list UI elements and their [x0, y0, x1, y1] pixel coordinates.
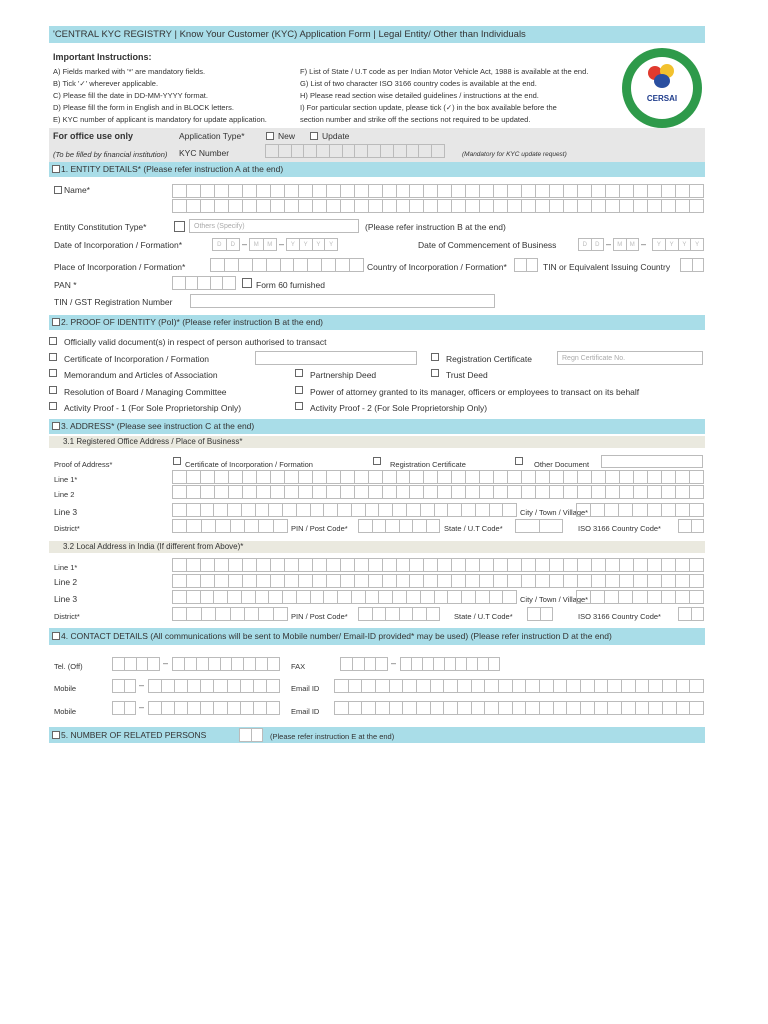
- iso-label: ISO 3166 Country Code*: [578, 524, 661, 533]
- country-inc-label: Country of Incorporation / Formation*: [367, 262, 507, 272]
- coi-input[interactable]: [255, 351, 417, 365]
- instruction-c: C) Please fill the date in DD-MM-YYYY format.: [53, 91, 208, 100]
- address1-line2-input[interactable]: [172, 485, 704, 499]
- form60-checkbox[interactable]: [242, 278, 252, 288]
- isob-label: ISO 3166 Country Code*: [578, 612, 661, 621]
- section5-note: (Please refer instruction E at the end): [270, 732, 395, 741]
- address2-pin-input[interactable]: [358, 607, 440, 621]
- country-inc-input[interactable]: [514, 258, 538, 272]
- logo-text: CERSAI: [646, 94, 678, 103]
- poi-resolution-checkbox[interactable]: [49, 386, 57, 394]
- poa-other-label: Other Document: [534, 460, 590, 469]
- poa-regn-checkbox[interactable]: [373, 457, 381, 465]
- pan-label: PAN *: [54, 280, 77, 290]
- tin-country-label: TIN or Equivalent Issuing Country: [543, 262, 671, 272]
- email1-input[interactable]: [334, 679, 704, 693]
- email-label-2: Email ID: [291, 707, 320, 716]
- address2-city-input[interactable]: [576, 590, 704, 604]
- poi-poa-label: Power of attorney granted to its manager, officers or employees to transact on its behalf: [310, 387, 640, 397]
- instruction-g: G) List of two character ISO 3166 country codes is available at the end.: [300, 79, 537, 88]
- section2-header: [49, 315, 705, 330]
- name-row-2[interactable]: [172, 199, 704, 213]
- constitution-code-box[interactable]: [174, 221, 185, 232]
- section3-checkbox[interactable]: [52, 422, 60, 430]
- poi-activity1-checkbox[interactable]: [49, 402, 57, 410]
- section3-header: [49, 419, 705, 434]
- tel-std-input[interactable]: [112, 657, 160, 671]
- regn-cert-input[interactable]: Regn Certificate No.: [557, 351, 703, 365]
- proof-of-address-label: Proof of Address*: [54, 460, 113, 469]
- application-type-label: Application Type*: [179, 131, 245, 141]
- name-label: Name*: [64, 185, 90, 195]
- section4-checkbox[interactable]: [52, 632, 60, 640]
- doc-label: Date of Commencement of Business: [418, 240, 557, 250]
- poi-ovd-checkbox[interactable]: [49, 337, 57, 345]
- new-label: New: [278, 131, 296, 141]
- address1-line1-input[interactable]: [172, 470, 704, 484]
- section1-checkbox[interactable]: [52, 165, 60, 173]
- section4-title: 4. CONTACT DETAILS (All communications will be sent to Mobile number/ Email-ID provided* may be used) (Please refer instruction D at the end): [61, 631, 612, 641]
- fax-std-input[interactable]: [340, 657, 388, 671]
- mobile1-code-input[interactable]: [112, 679, 136, 693]
- poi-resolution-label: Resolution of Board / Managing Committee: [64, 387, 227, 397]
- mobile2-code-input[interactable]: [112, 701, 136, 715]
- section2-checkbox[interactable]: [52, 318, 60, 326]
- line2-label: Line 2: [54, 490, 75, 499]
- kyc-number-input[interactable]: [265, 144, 445, 158]
- tin-gst-label: TIN / GST Registration Number: [54, 297, 173, 307]
- related-persons-input[interactable]: [239, 728, 263, 742]
- line1-label: Line 1*: [54, 475, 78, 484]
- poi-regn-label: Registration Certificate: [446, 354, 532, 364]
- poi-activity2-label: Activity Proof - 2 (For Sole Proprietorship Only): [310, 403, 488, 413]
- poi-ovd-label: Officially valid document(s) in respect of person authorised to transact: [64, 337, 327, 347]
- poi-label: Place of Incorporation / Formation*: [54, 262, 186, 272]
- pinb-label: PIN / Post Code*: [291, 612, 348, 621]
- poi-coi-checkbox[interactable]: [49, 353, 57, 361]
- poi-trust-checkbox[interactable]: [431, 369, 439, 377]
- address1-pin-input[interactable]: [358, 519, 440, 533]
- instruction-i: I) For particular section update, please tick (✓) in the box available before the: [300, 103, 557, 112]
- mobile-label-2: Mobile: [54, 707, 77, 716]
- poi-activity2-checkbox[interactable]: [295, 402, 303, 410]
- poa-other-checkbox[interactable]: [515, 457, 523, 465]
- instruction-i-cont: section number and strike off the sections not required to be updated.: [300, 115, 531, 124]
- line3-label: Line 3: [54, 507, 78, 517]
- constitution-others-input[interactable]: Others (Specify): [189, 219, 359, 233]
- address2-line1-input[interactable]: [172, 558, 704, 572]
- constitution-note: (Please refer instruction B at the end): [365, 222, 506, 232]
- constitution-label: Entity Constitution Type*: [54, 222, 147, 232]
- section3-title: 3. ADDRESS* (Please see instruction C at the end): [61, 421, 255, 431]
- mobile1-number-input[interactable]: [148, 679, 280, 693]
- instruction-f: F) List of State / U.T code as per Indian Motor Vehicle Act, 1988 is available at the end.: [300, 67, 589, 76]
- address1-district-input[interactable]: [172, 519, 288, 533]
- cersai-logo: [622, 48, 702, 128]
- instruction-d: D) Please fill the form in English and in BLOCK letters.: [53, 103, 234, 112]
- pan-input[interactable]: [172, 276, 236, 290]
- section2-title: 2. PROOF OF IDENTITY (PoI)* (Please refer instruction B at the end): [61, 317, 324, 327]
- poi-input[interactable]: [210, 258, 364, 272]
- poi-poa-checkbox[interactable]: [295, 386, 303, 394]
- email-label-1: Email ID: [291, 684, 320, 693]
- fax-label: FAX: [291, 662, 306, 671]
- update-checkbox[interactable]: [310, 132, 318, 140]
- section4-header: [49, 628, 705, 645]
- section5-checkbox[interactable]: [52, 731, 60, 739]
- line2b-label: Line 2: [54, 577, 78, 587]
- instruction-a: A) Fields marked with '*' are mandatory fields.: [53, 67, 206, 76]
- address1-state-input[interactable]: [515, 519, 563, 533]
- address2-state-input[interactable]: [527, 607, 553, 621]
- district-label: District*: [54, 524, 80, 533]
- city-label: City / Town / Village*: [520, 508, 589, 517]
- tin-country-input[interactable]: [680, 258, 704, 272]
- instruction-e: E) KYC number of applicant is mandatory for update application.: [53, 115, 267, 124]
- name-row-1[interactable]: [172, 184, 704, 198]
- poi-moa-checkbox[interactable]: [49, 369, 57, 377]
- mobile2-number-input[interactable]: [148, 701, 280, 715]
- kyc-number-label: KYC Number: [179, 148, 230, 158]
- poi-coi-label: Certificate of Incorporation / Formation: [64, 354, 210, 364]
- state-label: State / U.T Code*: [444, 524, 503, 533]
- office-use-heading: For office use only: [53, 131, 134, 141]
- districtb-label: District*: [54, 612, 80, 621]
- pin-label: PIN / Post Code*: [291, 524, 348, 533]
- form60-label: Form 60 furnished: [256, 280, 325, 290]
- update-label: Update: [322, 131, 350, 141]
- new-checkbox[interactable]: [266, 132, 274, 140]
- form-title: 'CENTRAL KYC REGISTRY | Know Your Customer (KYC) Application Form | Legal Entity/ Other than Individuals: [49, 26, 705, 43]
- instruction-b: B) Tick '✓' wherever applicable.: [53, 79, 159, 88]
- poa-coi-checkbox[interactable]: [173, 457, 181, 465]
- address2-line3-input[interactable]: [172, 590, 517, 604]
- address2-iso-input[interactable]: [678, 607, 704, 621]
- office-note: (To be filled by financial institution): [53, 150, 168, 159]
- poi-activity1-label: Activity Proof - 1 (For Sole Proprietorship Only): [64, 403, 242, 413]
- tel-number-input[interactable]: [172, 657, 280, 671]
- email2-input[interactable]: [334, 701, 704, 715]
- instruction-h: H) Please read section wise detailed guidelines / instructions at the end.: [300, 91, 539, 100]
- doi-label: Date of Incorporation / Formation*: [54, 240, 183, 250]
- tin-gst-input[interactable]: [190, 294, 495, 308]
- poi-partnership-label: Partnership Deed: [310, 370, 377, 380]
- poi-partnership-checkbox[interactable]: [295, 369, 303, 377]
- tel-label: Tel. (Off): [54, 662, 83, 671]
- section1-header: [49, 162, 705, 177]
- instructions-heading: Important Instructions:: [53, 52, 152, 62]
- address2-line2-input[interactable]: [172, 574, 704, 588]
- address1-iso-input[interactable]: [678, 519, 704, 533]
- kyc-note: (Mandatory for KYC update request): [462, 151, 567, 158]
- section3-2-header: 3.2 Local Address in India (If different from Above)*: [49, 541, 705, 553]
- address1-line3-input[interactable]: [172, 503, 517, 517]
- poi-moa-label: Memorandum and Articles of Association: [64, 370, 218, 380]
- section1-title: 1. ENTITY DETAILS* (Please refer instruction A at the end): [61, 164, 284, 174]
- address1-city-input[interactable]: [576, 503, 704, 517]
- line1b-label: Line 1*: [54, 563, 78, 572]
- poi-regn-checkbox[interactable]: [431, 353, 439, 361]
- poa-coi-label: Certificate of Incorporation / Formation: [185, 460, 313, 469]
- poa-regn-label: Registration Certificate: [390, 460, 466, 469]
- mobile-label-1: Mobile: [54, 684, 77, 693]
- address2-district-input[interactable]: [172, 607, 288, 621]
- poa-other-input[interactable]: [601, 455, 703, 468]
- name-checkbox[interactable]: [54, 186, 62, 194]
- stateb-label: State / U.T Code*: [454, 612, 513, 621]
- section3-1-header: 3.1 Registered Office Address / Place of Business*: [49, 436, 705, 448]
- section5-title: 5. NUMBER OF RELATED PERSONS: [61, 730, 207, 740]
- cityb-label: City / Town / Village*: [520, 595, 589, 604]
- fax-number-input[interactable]: [400, 657, 500, 671]
- poi-trust-label: Trust Deed: [446, 370, 488, 380]
- line3b-label: Line 3: [54, 594, 78, 604]
